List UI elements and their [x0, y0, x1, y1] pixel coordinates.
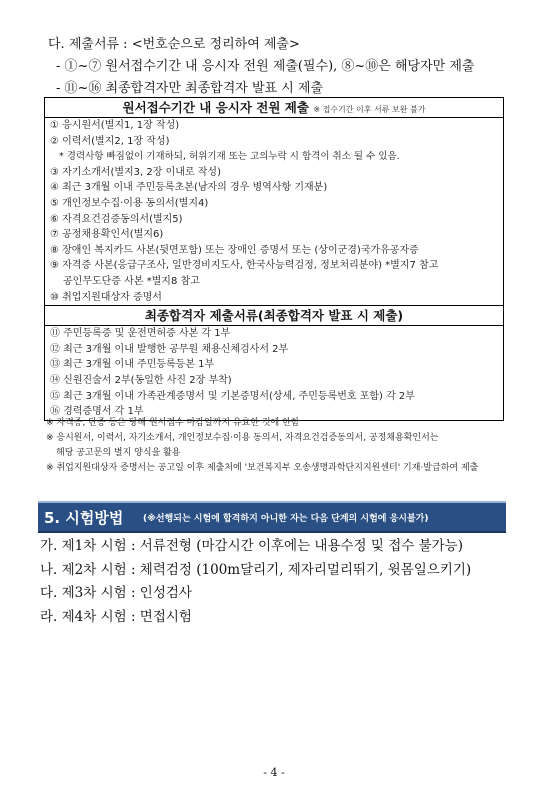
exam-list [40, 535, 471, 629]
documents-table [44, 97, 504, 421]
exam-item: 가. 제1차 시험 : 서류전형 (마감시간 이후에는 내용수정 및 접수 불가능) [40, 538, 463, 554]
box1-title-note: ※ 접수기간 이후 서류 보완 불가 [313, 105, 426, 114]
exam-item: 라. 제4차 시험 : 면접시험 [40, 608, 192, 625]
list-item: ① 응시원서(별지1, 1장 작성) [50, 120, 180, 131]
note: ※ 자격증, 단증 등은 당해 원서접수 마감일까지 유효한 것에 한함 [46, 418, 300, 428]
submission-intro [48, 34, 474, 100]
list-item: ② 이력서(별지2, 1장 작성) [50, 135, 170, 147]
list-item-note: * 경력사항 빠짐없이 기재하되, 허위기재 또는 고의누락 시 합격이 취소 될 수 있음. [59, 151, 400, 163]
note: ※ 취업지원대상자 증명서는 공고일 이후 제출처에 '보건복지부 오송생명과학단지지원센터' 기재·발급하여 제출 [46, 463, 479, 473]
submission-heading: 다. 제출서류 : <번호순으로 정리하여 제출> [48, 37, 300, 52]
list-item: ⑦ 공정채용확인서(별지6) [50, 229, 164, 241]
box2-header [45, 305, 503, 326]
list-item: ③ 자기소개서(별지3, 2장 이내로 작성) [50, 166, 221, 178]
list-item: ⑪ 주민등록증 및 운전면허증 사본 각 1부 [50, 328, 231, 340]
note: ※ 응시원서, 이력서, 자기소개서, 개인정보수집·이용 동의서, 자격요건검증동의서, 공정채용확인서는 [46, 433, 439, 443]
list-item: ⑮ 최근 3개월 이내 가족관계증명서 및 기본증명서(상세, 주민등록번호 포함) 각 2부 [50, 390, 415, 402]
list-item: ⑧ 장애인 복지카드 사본(뒷면포함) 또는 장애인 증명서 또는 (상이군경)국가유공자증 [50, 244, 419, 256]
list-item: ⑭ 신원진술서 2부(동일한 사진 2장 부착) [50, 374, 232, 386]
intro-line-required: - ①~⑦ 원서접수기간 내 응시자 전원 제출(필수), ⑧~⑩은 해당자만 제출 [56, 59, 475, 74]
list-item: ⑫ 최근 3개월 이내 발행한 공무원 채용신체검사서 2부 [50, 343, 289, 355]
section-header-exam [38, 501, 506, 533]
list-item: ④ 최근 3개월 이내 주민등록초본(남자의 경우 병역사항 기재분) [50, 182, 328, 194]
list-item: ⑬ 최근 3개월 이내 주민등록등본 1부 [50, 359, 215, 371]
box1-header [45, 98, 503, 118]
list-item: ⑩ 취업지원대상자 증명서 [50, 291, 162, 303]
box2-title: 최종합격자 제출서류(최종합격자 발표 시 제출) [144, 308, 404, 324]
section-title: 5. 시험방법 [44, 509, 124, 527]
list-item: ⑥ 자격요건검증동의서(별지5) [50, 213, 183, 225]
box1-title: 원서접수기간 내 응시자 전원 제출 [122, 100, 309, 115]
exam-item: 다. 제3차 시험 : 인성검사 [40, 585, 192, 601]
note-continuation: 해당 공고문의 별지 양식을 활용 [56, 448, 181, 458]
intro-line-final: - ⑪~⑯ 최종합격자만 최종합격자 발표 시 제출 [56, 81, 324, 96]
section-note: (※선행되는 시험에 합격하지 아니한 자는 다음 단계의 시험에 응시불가) [143, 514, 429, 524]
notes [46, 416, 478, 476]
list-item: ⑤ 개인정보수집·이용 동의서(별지4) [50, 197, 209, 209]
list-item: ⑨ 자격증 사본(응급구조사, 일반경비지도사, 한국사능력검정, 정보처리분야) *별지7 참고 [50, 260, 439, 272]
list-item: ⑯ 경력증명서 각 1부 [50, 406, 144, 418]
exam-item: 나. 제2차 시험 : 체력검정 (100m달리기, 제자리멀리뛰기, 윗몸일으키기) [40, 561, 472, 578]
page-number: - 4 - [263, 766, 285, 779]
list-item-continuation: 공인무도단증 사본 *별지8 참고 [63, 275, 200, 287]
